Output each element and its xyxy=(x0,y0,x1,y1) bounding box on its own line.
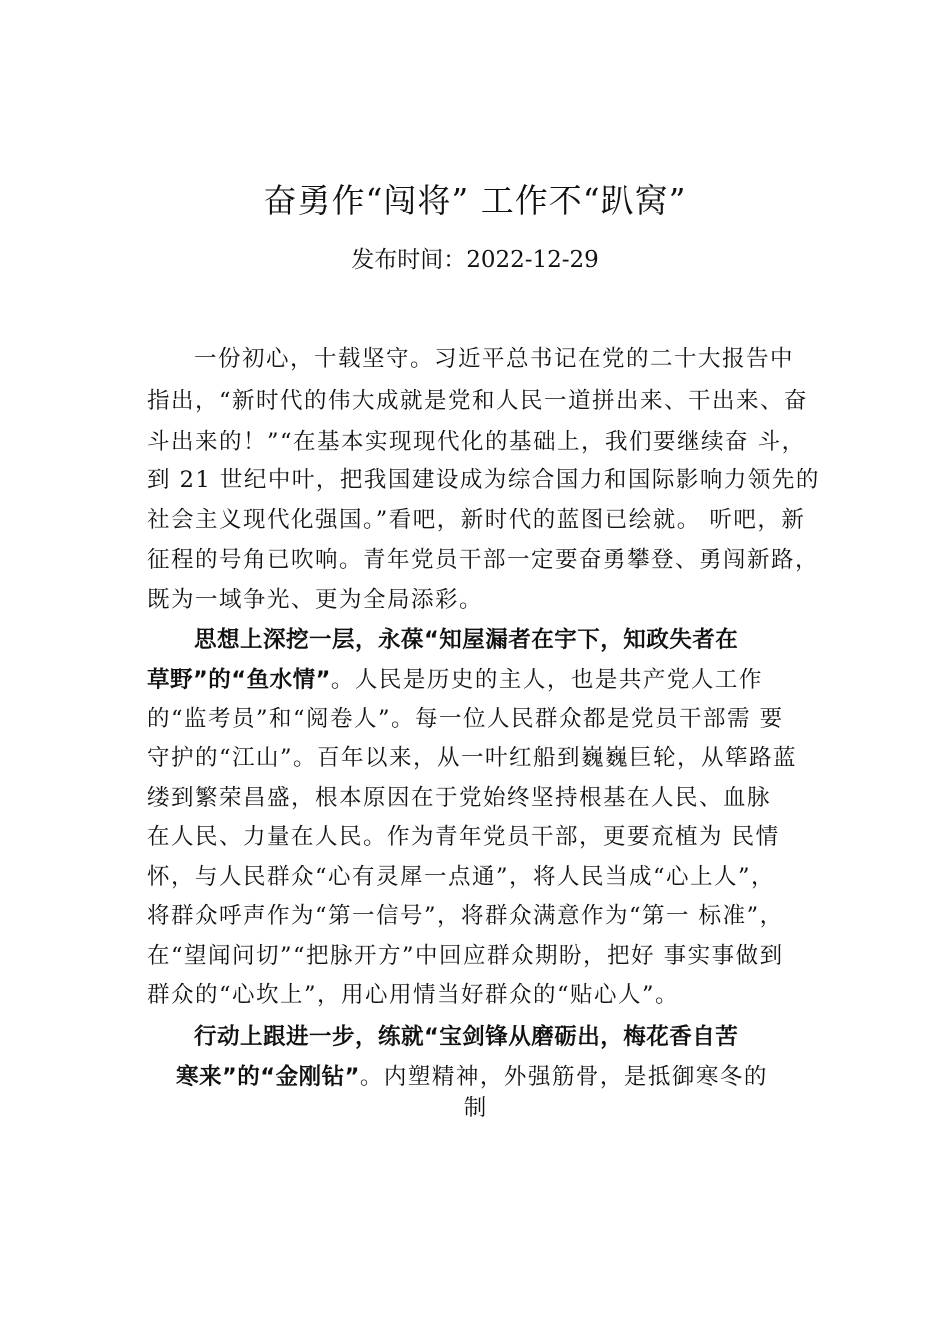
paragraph-line: 缕到繁荣昌盛，根本原因在于党始终坚持根基在人民、血脉 xyxy=(147,785,772,811)
paragraph-line xyxy=(147,660,763,700)
paragraph-line: 守护的“江山”。百年以来，从一叶红船到巍巍巨轮，从筚路蓝 xyxy=(147,745,798,771)
paragraph-line: 在“望闻问切”“把脉开方”中回应群众期盼，把好 事实事做到 xyxy=(147,943,784,969)
page-title: 奋勇作“闯将” 工作不“趴窝” xyxy=(263,181,687,220)
paragraph-line: 怀，与人民群众“心有灵犀一点通”，将人民当成“心上人”， xyxy=(147,864,776,890)
paragraph-text: 。人民是历史的主人，也是共产党人工作 xyxy=(330,667,763,693)
paragraph-text: 。内塑精神，外强筋骨，是抵御寒冬的 xyxy=(359,1064,768,1090)
paragraph-line: 既为一域争光、更为全局添彩。 xyxy=(147,587,484,613)
paragraph-line: 到 21 世纪中叶，把我国建设成为综合国力和国际影响力领先的 xyxy=(147,467,820,493)
paragraph-line: 的“监考员”和“阅卷人”。每一位人民群众都是党员干部需 要 xyxy=(147,706,784,732)
paragraph-line: 征程的号角已吹响。青年党员干部一定要奋勇攀登、勇闯新路， xyxy=(147,547,820,573)
paragraph-line: 将群众呼声作为“第一信号”，将群众满意作为“第一 标准”， xyxy=(147,903,784,929)
paragraph-line: 群众的“心坎上”，用心用情当好群众的“贴心人”。 xyxy=(147,982,680,1008)
paragraph-line: 一份初心，十载坚守。习近平总书记在党的二十大报告中 xyxy=(194,346,795,372)
section-heading: 行动上跟进一步，练就“宝剑锋从磨砺出，梅花香自苦 xyxy=(194,1024,739,1050)
section-heading: 思想上深挖一层，永葆“知屋漏者在宇下，知政失者在 xyxy=(194,627,739,653)
paragraph-line: 指出，“新时代的伟大成就是党和人民一道拼出来、干出来、奋 xyxy=(147,388,809,414)
paragraph-line: 社会主义现代化强国。”看吧，新时代的蓝图已绘就。 听吧，新 xyxy=(147,507,806,533)
publish-date: 发布时间：2022-12-29 xyxy=(351,247,599,273)
paragraph-line: 斗出来的！”“在基本实现现代化的基础上，我们要继续奋 斗， xyxy=(147,429,806,455)
section-heading-end: 寒来”的“金刚钻” xyxy=(176,1064,360,1090)
section-heading-end: 草野”的“鱼水情” xyxy=(147,667,331,693)
paragraph-line: 在人民、力量在人民。作为青年党员干部，更要㐬植为 民情 xyxy=(147,824,780,850)
paragraph-line: 制 xyxy=(463,1095,487,1121)
